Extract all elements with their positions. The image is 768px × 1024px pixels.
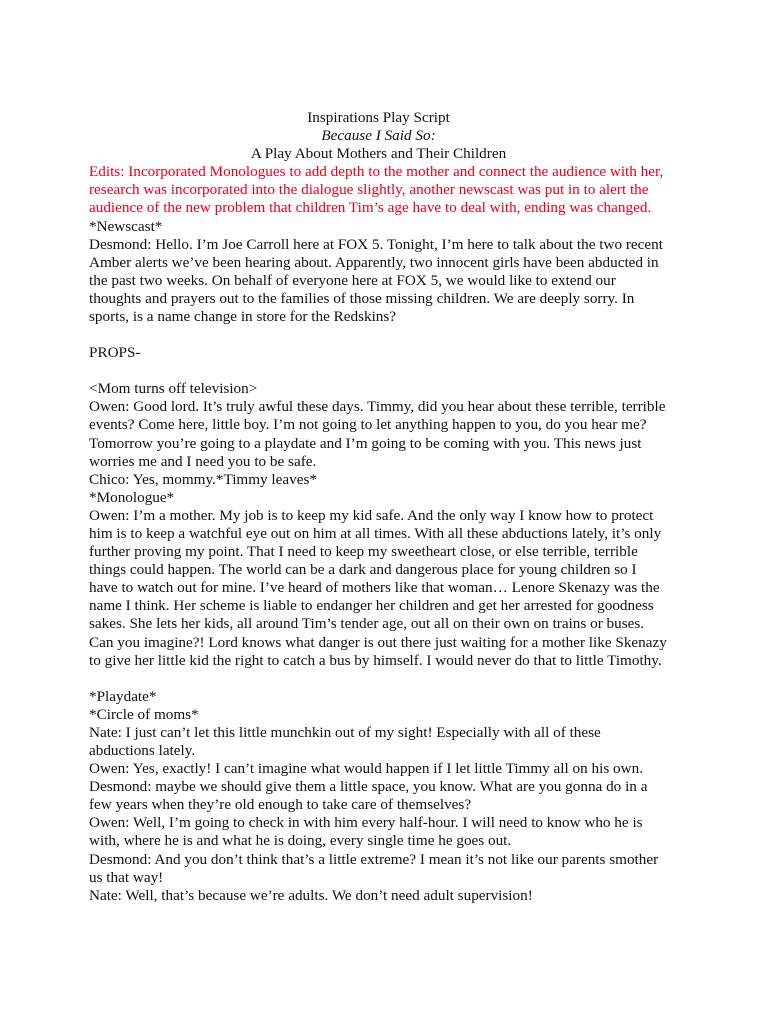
blank-line: [89, 670, 668, 688]
stage-direction-newscast: *Newscast*: [89, 217, 163, 235]
props-heading: PROPS-: [89, 344, 141, 362]
monologue-text: Owen: I’m a mother. My job is to keep my kid safe. And the only way I know how to protect him is to keep a watchful eye out on him at all times. With all these abductions lately, it’s only further proving my point. That I need to keep my sweetheart close, or else terrible, terrible things could happen. The world can be a dark and dangerous place for young children so I have to watch out for mine. I’ve heard of mothers like that woman… Lenore Skenazy was the name I think. Her scheme is liable to endanger her children and get her arrested for goodness sakes. She lets her kids, all around Tim’s tender age, out all on their own on trains or buses. Can you imagine?! Lord knows what danger is out there just waiting for a mother like Skenazy to give her little kid the right to catch a bus by himself. I would never do that to little Timothy.: [89, 506, 667, 669]
script-title: Inspirations Play Script: [307, 109, 450, 126]
dialogue-line: Desmond: And you don’t think that’s a little extreme? I mean it’s not like our parents smother us that way!: [89, 850, 659, 886]
dialogue-line: Owen: Good lord. It’s truly awful these days. Timmy, did you hear about these terrible, terrible events? Come here, little boy. I’m not going to let anything happen to you, do you hear me? Tomorrow you’re going to a playdate and I’m going to be coming with you. This news just worries me and I need you to be safe.: [89, 398, 666, 470]
blank-line: [89, 362, 668, 380]
play-subtitle: A Play About Mothers and Their Children: [250, 145, 507, 163]
dialogue-line: Nate: Well, that’s because we’re adults. We don’t need adult supervision!: [89, 886, 533, 904]
dialogue-line: Nate: I just can’t let this little munchkin out of my sight! Especially with all of these abductions lately.: [89, 723, 601, 759]
dialogue-line: Owen: Well, I’m going to check in with him every half-hour. I will need to know who he is with, where he is and what he is doing, every single time he goes out.: [89, 814, 643, 850]
stage-direction: <Mom turns off television>: [89, 380, 258, 398]
stage-direction-circle: *Circle of moms*: [89, 705, 199, 723]
dialogue-line: Desmond: maybe we should give them a little space, you know. What are you gonna do in a few years when they’re old enough to take care of themselves?: [89, 778, 648, 814]
play-title: Because I Said So:: [321, 127, 436, 145]
dialogue-line: Chico: Yes, mommy.*Timmy leaves*: [89, 470, 317, 488]
stage-direction-playdate: *Playdate*: [89, 687, 157, 705]
dialogue-line: Owen: Yes, exactly! I can’t imagine what would happen if I let little Timmy all on his own.: [89, 760, 643, 778]
stage-direction-monologue: *Monologue*: [89, 488, 175, 506]
blank-line: [89, 326, 668, 344]
dialogue-line: Desmond: Hello. I’m Joe Carroll here at FOX 5. Tonight, I’m here to talk about the two recent Amber alerts we’ve been hearing about. Apparently, two innocent girls have been abducted in the past two weeks. On behalf of everyone here at FOX 5, we would like to extend our thoughts and prayers out to the families of those missing children. We are deeply sorry. In sports, is a name change in store for the Redskins?: [89, 235, 663, 326]
edits-note: Edits: Incorporated Monologues to add depth to the mother and connect the audience with her, research was incorporated into the dialogue slightly, another newscast was put in to alert the audience of the new problem that children Tim’s age have to deal with, ending was changed.: [89, 163, 664, 217]
